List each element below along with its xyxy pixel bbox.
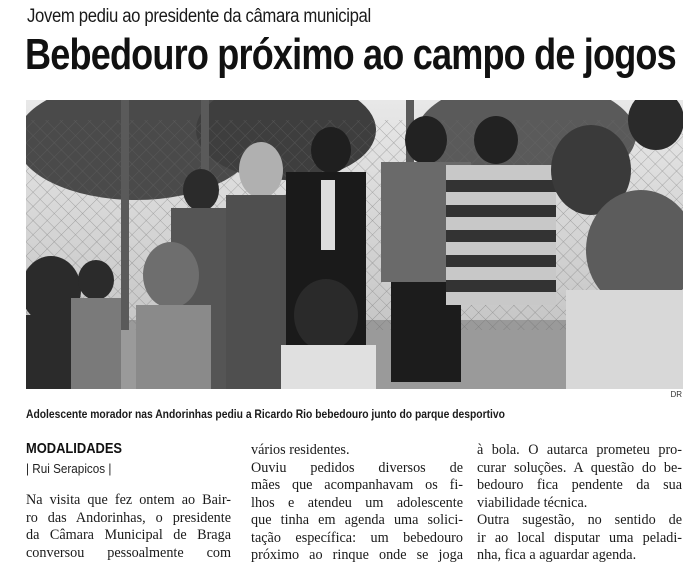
body-line: nha, fica a aguardar agenda.	[477, 547, 637, 563]
body-line: tação específica: um bebedouro	[251, 529, 463, 546]
photo-caption: Adolescente morador nas Andorinhas pediu a Ricardo Rio bebedouro junto do parque desportivo	[26, 407, 505, 421]
article-photo	[26, 100, 683, 389]
section-title: MODALIDADES	[26, 440, 123, 457]
body-line: viabilidade técnica.	[477, 494, 588, 511]
headline: Bebedouro próximo ao campo de jogos	[25, 30, 676, 79]
body-column-2	[251, 442, 463, 565]
body-line: próximo ao rinque onde se joga	[251, 547, 463, 563]
body-line: bedouro fica pendente da sua	[477, 477, 682, 493]
body-column-1	[26, 492, 231, 562]
body-line: que tinha em agenda uma solici-	[251, 512, 463, 528]
body-line: à bola. O autarca prometeu pro-	[477, 442, 682, 458]
body-line: vários residentes.	[251, 442, 350, 458]
body-line: da Câmara Municipal de Braga	[26, 527, 231, 543]
body-line: Ouviu pedidos diversos de	[251, 459, 463, 476]
body-column-3	[477, 442, 682, 565]
body-line: Outra sugestão, no sentido de	[477, 512, 682, 528]
body-line: ir ao local disputar uma peladi-	[477, 529, 682, 546]
kicker: Jovem pediu ao presidente da câmara municipal	[27, 6, 371, 27]
body-line: Na visita que fez ontem ao Bair-	[26, 492, 231, 508]
body-line: ro das Andorinhas, o presidente	[26, 509, 231, 526]
photo-credit: DR	[670, 390, 682, 399]
body-line: curar soluções. A questão do be-	[477, 459, 682, 476]
body-line: mães que acompanhavam os fi-	[251, 477, 463, 493]
author-byline: | Rui Serapicos |	[26, 461, 112, 476]
body-line: conversou pessoalmente com	[26, 544, 231, 561]
body-line: lhos e atendeu um adolescente	[251, 494, 463, 511]
